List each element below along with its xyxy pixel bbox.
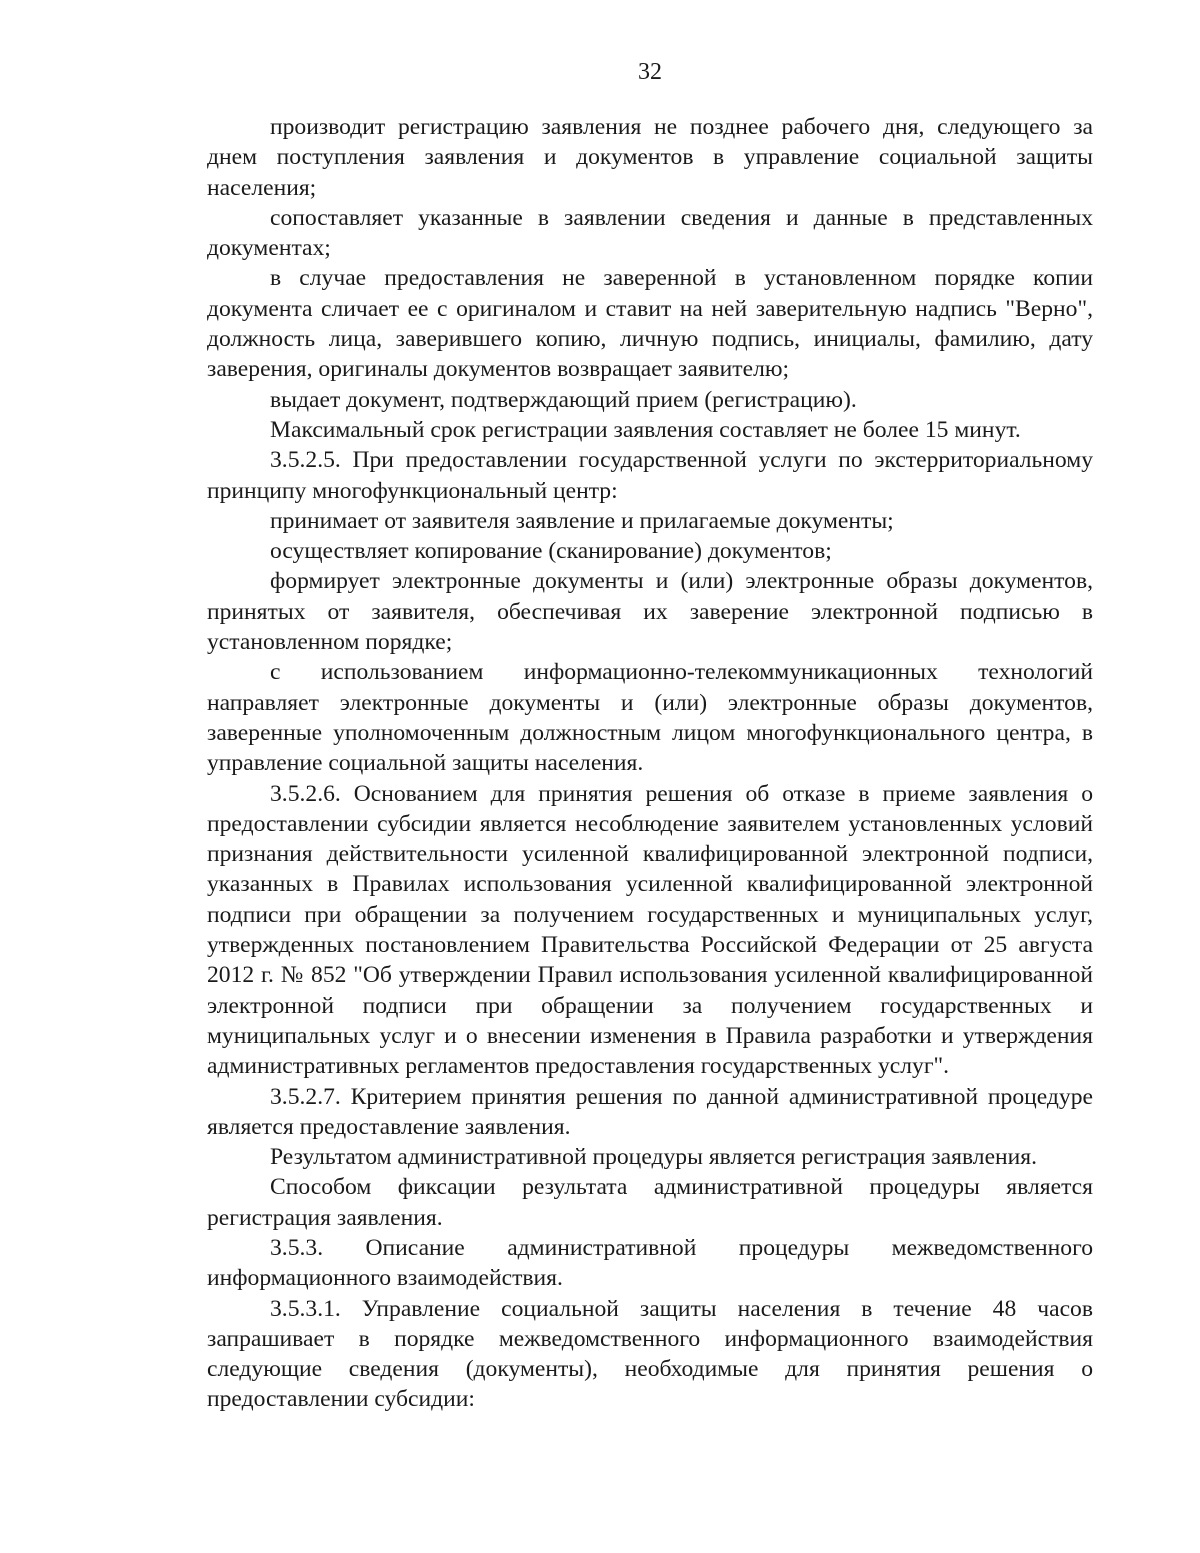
paragraph: 3.5.3. Описание административной процедуры межведомственного информационного взаимодействия. (207, 1234, 1093, 1292)
paragraph: сопоставляет указанные в заявлении сведения и данные в представленных документах; (207, 204, 1093, 262)
paragraph: Максимальный срок регистрации заявления составляет не более 15 минут. (270, 416, 1021, 443)
document-body (207, 112, 1093, 1415)
paragraph: с использованием информационно-телекоммуникационных технологий направляет электронные документы и (или) электронные образы документов, заверенные уполномоченным должностным лицом многофункционального центра, в управление социальной защиты населения. (207, 659, 1093, 777)
paragraph: 3.5.3.1. Управление социальной защиты населения в течение 48 часов запрашивает в порядке межведомственного информационного взаимодействия следующие сведения (документы), необходимые для принятия решения о предоставлении субсидии: (207, 1295, 1093, 1413)
paragraph: производит регистрацию заявления не позднее рабочего дня, следующего за днем поступления заявления и документов в управление социальной защиты населения; (207, 114, 1093, 201)
paragraph: 3.5.2.5. При предоставлении государственной услуги по экстерриториальному принципу многофункциональный центр: (207, 447, 1093, 504)
paragraph: формирует электронные документы и (или) электронные образы документов, принятых от заявителя, обеспечивая их заверение электронной подписью в установленном порядке; (207, 568, 1093, 656)
paragraph: Способом фиксации результата административной процедуры является регистрация заявления. (207, 1174, 1093, 1231)
paragraph: осуществляет копирование (сканирование) документов; (270, 538, 832, 565)
paragraph: выдает документ, подтверждающий прием (регистрацию). (270, 386, 857, 413)
paragraph: принимает от заявителя заявление и прилагаемые документы; (270, 507, 894, 534)
paragraph: 3.5.2.7. Критерием принятия решения по данной административной процедуре является предоставление заявления. (207, 1083, 1093, 1140)
paragraph: Результатом административной процедуры является регистрация заявления. (270, 1144, 1038, 1171)
paragraph: 3.5.2.6. Основанием для принятия решения об отказе в приеме заявления о предоставлении субсидии является несоблюдение заявителем установленных условий признания действительности усиленной квалифицированной электронной подписи, указанных в Правилах использования усиленной квалифицированной электронной подписи при обращении за получением государственных и муниципальных услуг, утвержденных постановлением Правительства Российской Федерации от 25 августа 2012 г. № 852 "Об утверждении Правил использования усиленной квалифицированной электронной подписи при обращении за получением государственных и муниципальных услуг и о внесении изменения в Правила разработки и утверждения административных регламентов предоставления государственных услуг". (207, 780, 1093, 1080)
page-number: 32 (638, 59, 662, 85)
paragraph: в случае предоставления не заверенной в установленном порядке копии документа сличает ее с оригиналом и ставит на ней заверительную надпись "Верно", должность лица, заверившего копию, личную подпись, инициалы, фамилию, дату заверения, оригиналы документов возвращает заявителю; (207, 265, 1093, 383)
